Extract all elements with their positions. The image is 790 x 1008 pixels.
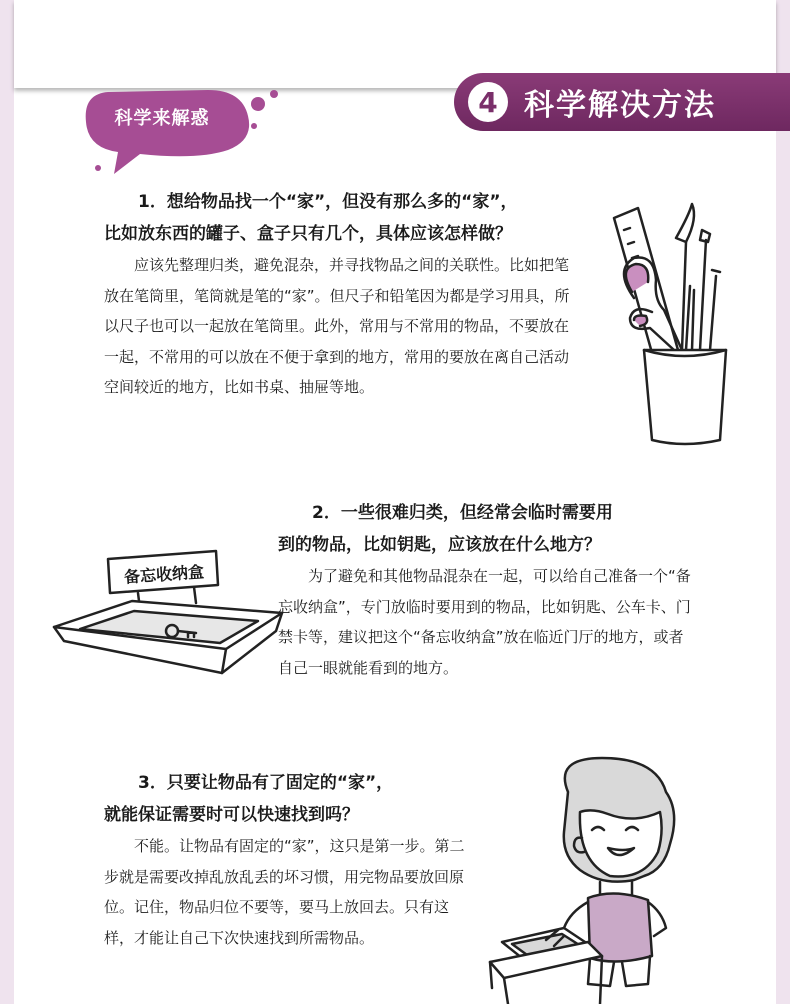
qa-item-3 — [104, 767, 470, 953]
pen-holder-icon — [594, 200, 744, 450]
answer-text: 为了避免和其他物品混杂在一起，可以给自己准备一个“备忘收纳盒”，专门放临时要用到的物品，比如钥匙、公车卡、门禁卡等，建议把这个“备忘收纳盒”放在临近门厅的地方，或者自己一眼就能看到的地方。 — [278, 567, 691, 677]
child-with-box-icon — [484, 752, 704, 1004]
chapter-title: 科学解决方法 — [524, 88, 716, 123]
left-page-band — [0, 0, 14, 1004]
question-line: 3．只要让物品有了固定的“家”， — [138, 773, 394, 793]
memo-box-icon — [46, 535, 286, 685]
box-sign-label: 备忘收纳盒 — [123, 562, 205, 587]
badge-label: 科学来解惑 — [114, 108, 210, 129]
question-title — [278, 497, 692, 561]
child-illustration — [484, 752, 704, 1004]
question-title — [104, 767, 470, 831]
question-line: 比如放东西的罐子、盒子只有几个，具体应该怎样做？ — [104, 224, 512, 244]
page — [14, 0, 776, 1004]
right-page-band — [776, 0, 790, 1004]
question-line: 就能保证需要时可以快速找到吗？ — [104, 805, 359, 825]
qa-item-2 — [278, 497, 692, 683]
pen-holder-illustration — [594, 200, 744, 450]
chapter-number: 4 — [468, 82, 508, 122]
question-title — [104, 186, 580, 250]
memo-box-illustration — [46, 535, 286, 685]
chapter-tab — [454, 73, 790, 131]
question-line: 1．想给物品找一个“家”，但没有那么多的“家”， — [138, 192, 518, 212]
question-line: 2．一些很难归类，但经常会临时需要用 — [312, 503, 613, 523]
answer-text: 不能。让物品有固定的“家”，这只是第一步。第二步就是需要改掉乱放乱丢的坏习惯，用完物品要放回原位。记住，物品归位不要等，要马上放回去。只有这样，才能让自己下次快速找到所需物品。 — [104, 837, 465, 947]
section-badge — [78, 82, 298, 182]
speech-bubble-icon — [78, 82, 298, 182]
question-line: 到的物品，比如钥匙，应该放在什么地方？ — [278, 535, 601, 555]
answer-text: 应该先整理归类，避免混杂，并寻找物品之间的关联性。比如把笔放在笔筒里，笔筒就是笔的“家”。但尺子和铅笔因为都是学习用具，所以尺子也可以一起放在笔筒里。此外，常用与不常用的物品，不要放在一起，不常用的可以放在不便于拿到的地方，常用的要放在离自己活动空间较近的地方，比如书桌、抽屉等地。 — [104, 256, 570, 396]
qa-item-1 — [104, 186, 580, 403]
